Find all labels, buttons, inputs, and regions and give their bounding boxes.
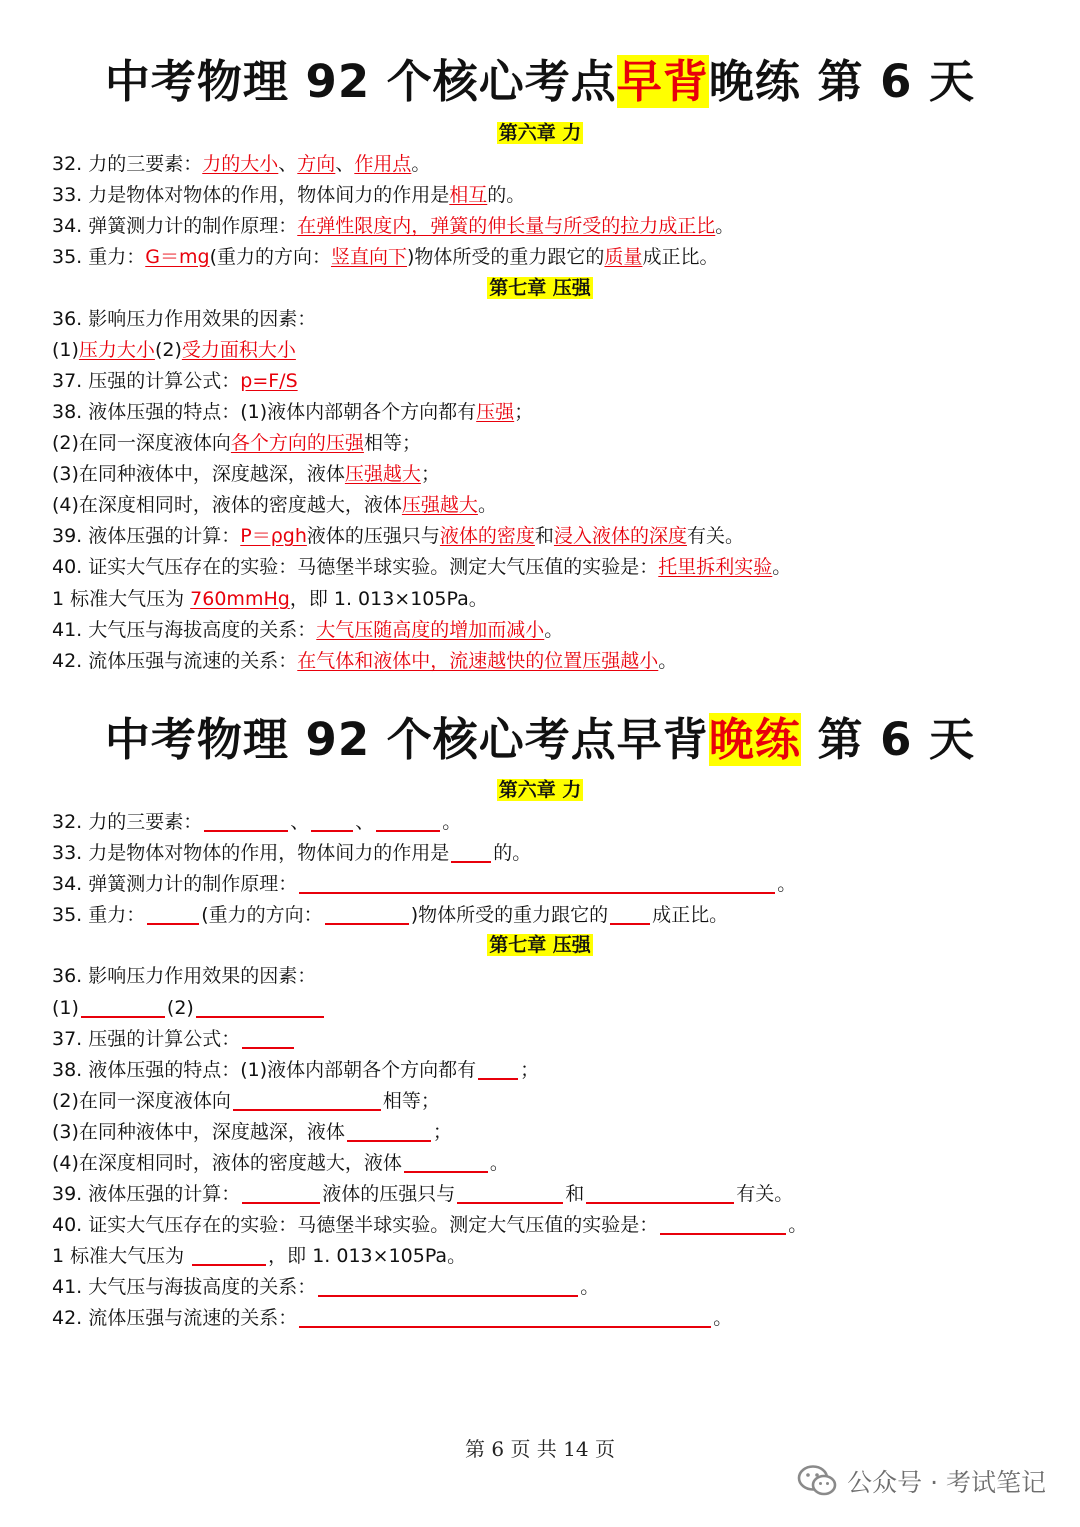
answer-blank[interactable]: [478, 1056, 518, 1080]
chapter-6-heading-practice: 第六章 力: [498, 779, 582, 801]
chapter-7-heading-practice: 第七章 压强: [489, 934, 591, 956]
answer-blank[interactable]: [451, 839, 491, 863]
item-42: 42. 流体压强与流速的关系：在气体和液体中，流速越快的位置压强越小。: [52, 650, 678, 672]
practice-item-34: 34. 弹簧测力计的制作原理： 。: [52, 870, 796, 897]
item-38: 38. 液体压强的特点：(1)液体内部朝各个方向都有压强；: [52, 401, 534, 423]
item-40-atm: 1 标准大气压为 760mmHg，即 1. 013×105Pa。: [52, 588, 488, 610]
answer-blank[interactable]: [81, 994, 165, 1018]
item-38-4: (4)在深度相同时，液体的密度越大，液体压强越大。: [52, 494, 497, 516]
practice-item-37: 37. 压强的计算公式：: [52, 1025, 296, 1052]
chapter-6-heading: 第六章 力: [498, 122, 582, 144]
item-38-3: (3)在同种液体中，深度越深，液体压强越大；: [52, 463, 440, 485]
answer-blank[interactable]: [299, 1304, 711, 1328]
evening-title: 中考物理 92 个核心考点早背晚练 第 6 天: [104, 713, 976, 766]
practice-item-36-answers: (1) (2): [52, 994, 326, 1021]
page-number: 第 6 页 共 14 页: [465, 1437, 615, 1461]
wechat-icon: [797, 1464, 839, 1498]
answer-blank[interactable]: [299, 870, 775, 894]
item-38-2: (2)在同一深度液体向各个方向的压强相等；: [52, 432, 421, 454]
answer-blank[interactable]: [204, 808, 288, 832]
practice-item-38-3: (3)在同种液体中，深度越深，液体 ；: [52, 1118, 452, 1145]
answer-blank[interactable]: [242, 1025, 294, 1049]
item-39: 39. 液体压强的计算：P＝ρgh液体的压强只与液体的密度和浸入液体的深度有关。: [52, 525, 744, 547]
practice-item-36: 36. 影响压力作用效果的因素：: [52, 965, 317, 987]
answer-blank[interactable]: [233, 1087, 381, 1111]
chapter-7-heading: 第七章 压强: [489, 277, 591, 299]
answer-blank[interactable]: [325, 901, 409, 925]
answer-blank[interactable]: [404, 1149, 488, 1173]
practice-item-42: 42. 流体压强与流速的关系： 。: [52, 1304, 732, 1331]
item-33: 33. 力是物体对物体的作用，物体间力的作用是相互的。: [52, 184, 526, 206]
answer-blank[interactable]: [610, 901, 650, 925]
practice-item-38: 38. 液体压强的特点：(1)液体内部朝各个方向都有 ；: [52, 1056, 539, 1083]
answer-blank[interactable]: [196, 994, 324, 1018]
item-34: 34. 弹簧测力计的制作原理：在弹性限度内，弹簧的伸长量与所受的拉力成正比。: [52, 215, 735, 237]
practice-item-38-4: (4)在深度相同时，液体的密度越大，液体 。: [52, 1149, 509, 1176]
item-41: 41. 大气压与海拔高度的关系：大气压随高度的增加而减小。: [52, 619, 564, 641]
answer-blank[interactable]: [586, 1180, 734, 1204]
practice-item-35: 35. 重力： (重力的方向： )物体所受的重力跟它的 成正比。: [52, 901, 728, 928]
item-36-answers: (1)压力大小(2)受力面积大小: [52, 339, 296, 361]
answer-blank[interactable]: [242, 1180, 320, 1204]
practice-item-33: 33. 力是物体对物体的作用，物体间力的作用是 的。: [52, 839, 531, 866]
answer-blank[interactable]: [660, 1211, 786, 1235]
item-36: 36. 影响压力作用效果的因素：: [52, 308, 317, 330]
practice-item-32: 32. 力的三要素： 、 、 。: [52, 808, 461, 835]
watermark-text: 公众号 · 考试笔记: [847, 1468, 1046, 1497]
answer-blank[interactable]: [311, 808, 353, 832]
item-35: 35. 重力：G＝mg(重力的方向：竖直向下)物体所受的重力跟它的质量成正比。: [52, 246, 719, 268]
answer-blank[interactable]: [147, 901, 199, 925]
item-37: 37. 压强的计算公式：p=F/S: [52, 370, 298, 392]
practice-item-38-2: (2)在同一深度液体向 相等；: [52, 1087, 440, 1114]
watermark: [797, 1463, 1046, 1499]
answer-blank[interactable]: [457, 1180, 563, 1204]
answer-blank[interactable]: [376, 808, 440, 832]
answer-blank[interactable]: [318, 1273, 578, 1297]
practice-item-40: 40. 证实大气压存在的实验：马德堡半球实验。测定大气压值的实验是： 。: [52, 1211, 807, 1238]
practice-item-39: 39. 液体压强的计算： 液体的压强只与 和 有关。: [52, 1180, 793, 1207]
answer-blank[interactable]: [347, 1118, 431, 1142]
morning-title: 中考物理 92 个核心考点早背晚练 第 6 天: [104, 55, 976, 108]
practice-item-41: 41. 大气压与海拔高度的关系： 。: [52, 1273, 599, 1300]
item-32: 32. 力的三要素：力的大小、方向、作用点。: [52, 153, 431, 175]
item-40: 40. 证实大气压存在的实验：马德堡半球实验。测定大气压值的实验是：托里拆利实验。: [52, 556, 792, 578]
answer-blank[interactable]: [192, 1242, 266, 1266]
practice-item-40-atm: 1 标准大气压为 ，即 1. 013×105Pa。: [52, 1242, 466, 1269]
